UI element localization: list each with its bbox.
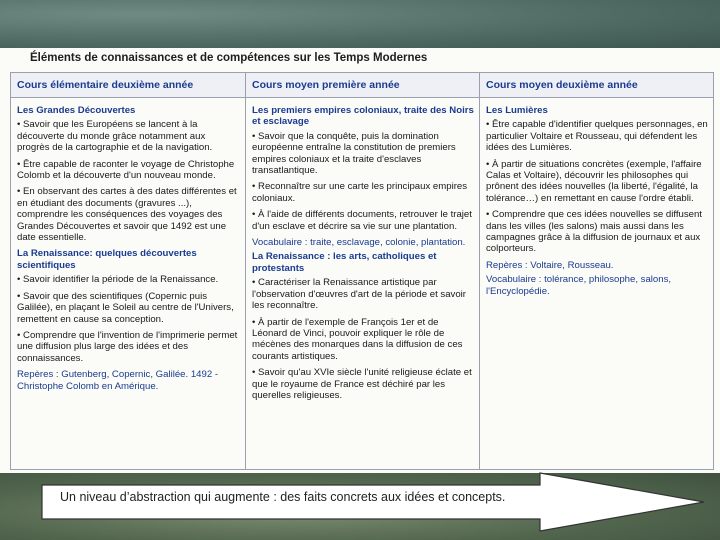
abstraction-arrow xyxy=(40,471,710,533)
background-top xyxy=(0,0,720,48)
list-item: • Caractériser la Renaissance artistique par l'observation d'œuvres d'art de la période et savoir les reconnaître. xyxy=(252,277,466,312)
vocabulary-line: Repères : Voltaire, Rousseau. xyxy=(486,259,614,271)
list-item: • Savoir identifier la période de la Renaissance. xyxy=(17,274,219,286)
section-heading: Les premiers empires coloniaux, traite des Noirs et esclavage xyxy=(252,105,474,128)
column-header: Cours moyen première année xyxy=(246,73,479,98)
list-item: • À partir de situations concrètes (exemple, l'affaire Calas et Voltaire), découvrir les philosophes qui prônent des idées nouvelles (la liberté, l'égalité, la tolérance…) en remettant en cause l'ordre établi. xyxy=(486,158,702,204)
list-item: • Comprendre que ces idées nouvelles se diffusent dans les villes (les salons) mais aussi dans les campagnes grâce à la diffusion de journaux et aux colporteurs. xyxy=(486,209,702,255)
arrow-caption: Un niveau d’abstraction qui augmente : des faits concrets aux idées et concepts. xyxy=(60,490,506,504)
section-heading: Les Lumières xyxy=(486,105,548,116)
column-ce2 xyxy=(11,73,246,469)
column-header: Cours moyen deuxième année xyxy=(480,73,713,98)
list-item: • Savoir que la conquête, puis la domination européenne entraîne la constitution de premiers empires coloniaux et la traite d'esclaves transatlantique. xyxy=(252,130,456,177)
column-cm2 xyxy=(480,73,713,469)
document-page xyxy=(0,48,720,473)
column-body xyxy=(11,98,245,392)
list-item: • Reconnaître sur une carte les principaux empires coloniaux. xyxy=(252,181,468,204)
column-body xyxy=(246,98,479,401)
list-item: • Être capable de raconter le voyage de Christophe Colomb et la découverte d'un nouveau monde. xyxy=(17,158,235,182)
list-item: • Savoir qu'au XVIe siècle l'unité religieuse éclate et que le royaume de France est déchiré par les querelles religieuses. xyxy=(252,367,472,401)
list-item: • À partir de l'exemple de François 1er et de Léonard de Vinci, pouvoir expliquer le rôle de mécènes des monarques dans la diffusion de ces courants artistiques. xyxy=(252,316,463,362)
section-heading: La Renaissance: quelques découvertes scientifiques xyxy=(17,248,197,271)
list-item: • Savoir que les Européens se lancent à la découverte du monde grâce notamment aux progrès de la cartographie et de la navigation. xyxy=(17,119,213,154)
column-cm1 xyxy=(246,73,480,469)
document-title: Éléments de connaissances et de compétences sur les Temps Modernes xyxy=(30,52,428,64)
curriculum-table xyxy=(10,72,714,470)
list-item: • Comprendre que l'invention de l'imprimerie permet une diffusion plus large des idées et des connaissances. xyxy=(17,329,238,364)
vocabulary-line: Vocabulaire : traite, esclavage, colonie, plantation. xyxy=(252,237,466,249)
column-header: Cours élémentaire deuxième année xyxy=(11,73,245,98)
vocabulary-line: Vocabulaire : tolérance, philosophe, salons, l'Encyclopédie. xyxy=(486,274,672,297)
list-item: • Être capable d'identifier quelques personnages, en particulier Voltaire et Rousseau, qui défendent les idées des Lumières. xyxy=(486,119,708,154)
vocabulary-line: Repères : Gutenberg, Copernic, Galilée. 1492 - Christophe Colomb en Amérique. xyxy=(17,369,219,392)
list-item: • En observant des cartes à des dates différentes et en étudiant des documents (gravures ...), comprendre les conséquences des voyages des Grandes Découvertes et savoir que 1492 est une date essentielle. xyxy=(17,186,237,244)
list-item: • Savoir que des scientifiques (Copernic puis Galilée), en plaçant le Soleil au centre de l'Univers, remettent en cause sa conception. xyxy=(17,290,234,325)
list-item: • À l'aide de différents documents, retrouver le trajet d'un esclave et décrire sa vie sur une plantation. xyxy=(252,209,472,232)
section-heading: La Renaissance : les arts, catholiques et protestants xyxy=(252,251,437,274)
section-heading: Les Grandes Découvertes xyxy=(17,105,136,116)
column-body xyxy=(480,98,713,297)
